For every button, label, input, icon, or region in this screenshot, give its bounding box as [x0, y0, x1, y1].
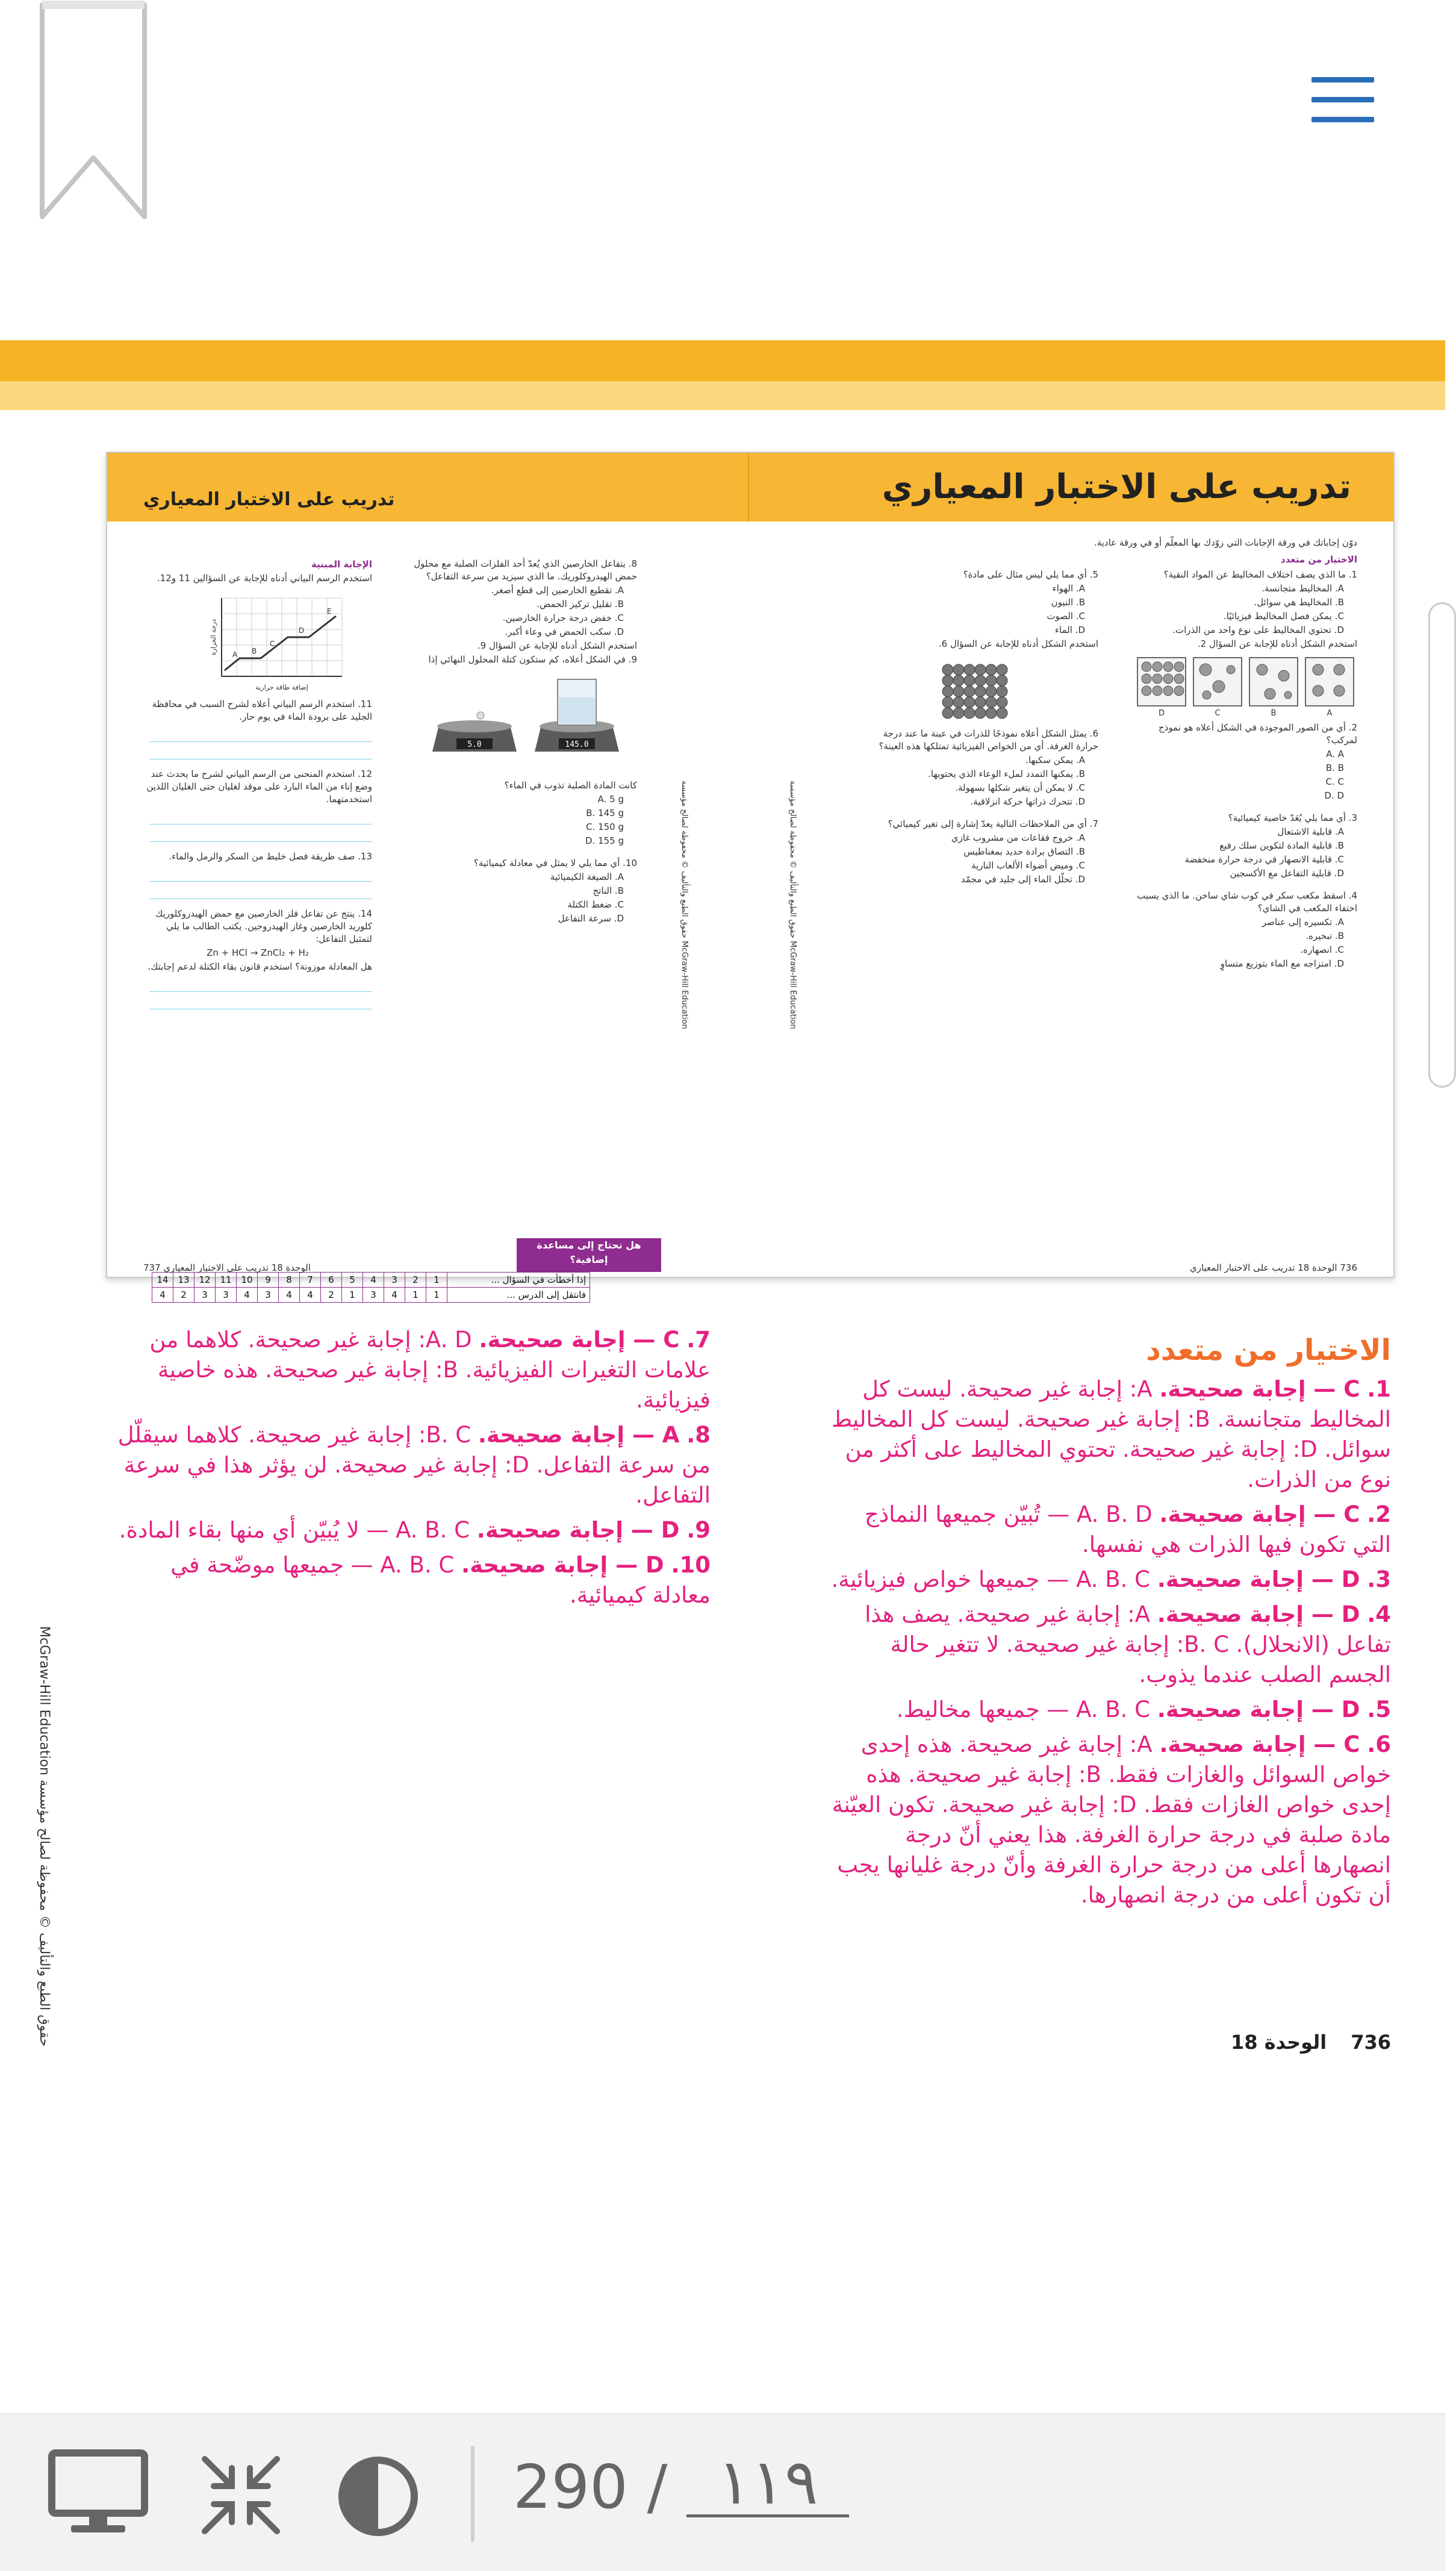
answer-item	[825, 1695, 1391, 1725]
scale-reading: 5.0	[467, 740, 482, 749]
answer-number: 6.	[1367, 1731, 1391, 1757]
option: C. قابلية الانصهار في درجة حرارة منخفضة	[1184, 854, 1344, 865]
answer-number: 7.	[686, 1327, 711, 1353]
option: B. 145 g	[586, 808, 624, 818]
option: C. C	[1325, 776, 1344, 787]
answer-line	[149, 974, 372, 992]
graph-point-label: A	[232, 650, 238, 659]
balance-figure	[420, 667, 637, 776]
answer-item	[825, 1730, 1391, 1910]
question: 9. في الشكل أعلاه، كم ستكون كتلة المحلول النهائي إذا	[428, 654, 637, 665]
option: D. 155 g	[585, 835, 624, 846]
help-cell: 4	[384, 1288, 405, 1303]
answer-explanation: A. B. D — تُبيّن جميعها النماذج التي تكون فيها الذرات هي نفسها.	[864, 1501, 1391, 1557]
presentation-icon[interactable]	[47, 2448, 149, 2538]
option: C. لا يمكن أن يتغير شكلها بسهولة.	[955, 782, 1085, 793]
footer-right: 736 الوحدة 18 تدريب على الاختبار المعياري	[1189, 1262, 1357, 1273]
figure-instruction: استخدم الشكل أدناه للإجابة عن السؤال 2.	[1197, 638, 1357, 649]
option: B. المخاليط هي سوائل.	[1254, 597, 1344, 608]
answer-line	[149, 725, 372, 742]
constructed-response-heading: الإجابة المبنية	[311, 559, 372, 570]
option: B. تبخيره.	[1305, 930, 1344, 941]
option: D. تحلّل الماء إلى جليد في مجمّد	[961, 874, 1085, 885]
option: D. امتزاجه مع الماء بتوزيع متساوٍ	[1220, 958, 1344, 969]
question-column-3	[408, 558, 637, 926]
spread-header	[107, 453, 1393, 522]
answer-correct: D — إجابة صحيحة.	[1157, 1566, 1360, 1592]
question: 1. ما الذي يصف اختلاف المخاليط عن المواد النقية؟	[1163, 569, 1357, 580]
help-cell: 2	[321, 1288, 342, 1303]
answer-item	[108, 1550, 711, 1610]
help-cell: 4	[152, 1288, 173, 1303]
answer-key-left-column	[108, 1325, 711, 1615]
option: C. يمكن فصل المخاليط فيزيائيًا.	[1223, 611, 1344, 622]
answer-item	[825, 1565, 1391, 1595]
particle-label: A	[1327, 709, 1333, 718]
answer-key-heading: الاختيار من متعدد	[1146, 1333, 1391, 1367]
side-drawer-handle[interactable]	[1428, 602, 1456, 1088]
menu-bar	[1311, 97, 1374, 102]
help-cell: 3	[384, 1273, 405, 1288]
answer-line	[149, 882, 372, 899]
mc-heading: الاختيار من متعدد	[1280, 554, 1357, 565]
option: D. سرعة التفاعل	[558, 913, 624, 924]
answer-explanation: A. B. C — لا يُبيّن أي منها بقاء المادة.	[119, 1517, 477, 1543]
help-cell: 5	[342, 1273, 363, 1288]
collapse-icon[interactable]	[199, 2453, 283, 2537]
particle-figure	[1134, 652, 1357, 718]
option: B. يمكنها التمدد لملء الوعاء الذي يحتويها.	[928, 768, 1085, 779]
answer-correct: D — إجابة صحيحة.	[1157, 1697, 1360, 1722]
answer-explanation: A. B. C — جميعها موضّحة في معادلة كيميائية.	[170, 1552, 711, 1608]
help-cell: 9	[258, 1273, 279, 1288]
instruction: دوّن إجاباتك في ورقة الإجابات التي زوّدك بها المعلّم أو في ورقة عادية.	[1094, 537, 1357, 548]
option: A. 5 g	[597, 794, 624, 805]
page-number-input[interactable]	[686, 2449, 849, 2517]
help-cell: 3	[216, 1288, 237, 1303]
page-spread-thumbnail	[106, 452, 1395, 1300]
help-cell: 1	[426, 1288, 447, 1303]
option: B. الناتج	[593, 885, 624, 896]
option: A. الصيغة الكيميائية	[550, 871, 624, 882]
answer-number: 5.	[1367, 1697, 1391, 1722]
option: D. سكب الحمض في وعاء أكبر.	[505, 626, 624, 637]
answer-item	[108, 1325, 711, 1415]
toolbar-separator	[471, 2446, 474, 2542]
answer-number: 8.	[686, 1422, 711, 1448]
option: A. تكسيره إلى عناصر	[1262, 917, 1344, 927]
help-cell: 11	[216, 1273, 237, 1288]
question: 12. استخدم المنحنى من الرسم البياني لشرح ما يحدث عند وضع إناء من الماء البارد على موقد لغليان حتى الغليان اللذين استخدمتهما.	[146, 768, 372, 805]
option: A. تقطيع الخارصين إلى قطع أصغر.	[491, 585, 624, 596]
option: A. خروج فقاعات من مشروب غازي	[951, 832, 1085, 843]
spread-title-right: تدريب على الاختبار المعياري	[882, 467, 1351, 506]
option: B. النيون	[1051, 597, 1085, 608]
answer-line	[149, 992, 372, 1009]
answer-line	[149, 742, 372, 759]
option: C. 150 g	[586, 821, 624, 832]
option: C. انصهاره.	[1300, 944, 1344, 955]
question: 11. استخدم الرسم البياني أعلاه لشرح السبب في محافظة الجليد على برودة الماء في يوم حار.	[152, 699, 372, 722]
option: D. قابلية التفاعل مع الأكسجين	[1230, 868, 1344, 879]
option: B. B	[1325, 762, 1344, 773]
question: 7. أي من الملاحظات التالية يعدّ إشارة إلى تغير كيميائي؟	[888, 818, 1098, 829]
graph-y-label: درجة الحرارة	[210, 619, 217, 656]
answer-correct: D — إجابة صحيحة.	[1157, 1601, 1360, 1627]
answer-number: 10.	[671, 1552, 711, 1578]
heating-curve-graph	[191, 586, 372, 694]
answer-explanation: A. B. C — جميعها مخاليط.	[896, 1697, 1157, 1722]
scale-reading: 145.0	[565, 740, 589, 749]
bottom-toolbar	[0, 2413, 1445, 2571]
help-row-label: إذا أخطأت في السؤال ...	[447, 1273, 590, 1288]
answer-correct: C — إجابة صحيحة.	[1159, 1501, 1360, 1527]
spread-title-left: تدريب على الاختبار المعياري	[143, 489, 395, 510]
graph-instruction: استخدم الرسم البياني أدناه للإجابة عن السؤالين 11 و12.	[157, 573, 372, 584]
answer-number: 1.	[1367, 1376, 1391, 1402]
answer-item	[825, 1600, 1391, 1690]
answer-explanation: A. B. C — جميعها خواص فيزيائية.	[831, 1566, 1157, 1592]
answer-explanation: A: إجابة غير صحيحة. يصف هذا تفاعل (الانحلال). B. C: إجابة غير صحيحة. لا تتغير حالة الجسم الصلب عندما يذوب.	[865, 1601, 1391, 1688]
menu-bar	[1311, 77, 1374, 83]
answer-item	[825, 1500, 1391, 1560]
option: B. قابلية المادة لتكوين سلك رفيع	[1219, 840, 1344, 851]
answer-key-right-column	[825, 1374, 1391, 1915]
page-footer	[1231, 2031, 1391, 2054]
answer-correct: D — إجابة صحيحة.	[461, 1552, 664, 1578]
help-cell: 13	[173, 1273, 194, 1288]
question: 14. ينتج عن تفاعل فلز الخارصين مع حمض الهيدروكلوريك كلوريد الخارصين وغاز الهيدروجين. يكتب الطالب ما يلي لتمثيل التفاعل:	[155, 908, 372, 944]
answer-correct: C — إجابة صحيحة.	[479, 1327, 680, 1353]
atom-lattice-figure	[870, 652, 1098, 724]
answer-number: 4.	[1367, 1601, 1391, 1627]
option: C. الصوت	[1047, 611, 1085, 622]
question: 6. يمثل الشكل أعلاه نموذجًا للذرات في عينة ما عند درجة حرارة الغرفة. أي من الخواص الفيزيائية تمتلكها هذه العينة؟	[879, 728, 1098, 752]
answer-correct: C — إجابة صحيحة.	[1159, 1731, 1360, 1757]
option: B. التصاق برادة حديد بمغناطيس	[963, 846, 1085, 857]
help-cell: 6	[321, 1273, 342, 1288]
answer-item	[108, 1420, 711, 1510]
answer-line	[149, 824, 372, 842]
answer-number: 2.	[1367, 1501, 1391, 1527]
copyright-vertical: حقوق الطبع والتأليف © محفوظة لصالح مؤسسة McGraw-Hill Education	[37, 1626, 52, 2047]
help-cell: 2	[173, 1288, 194, 1303]
option: A. قابلية الاشتعال	[1277, 826, 1344, 837]
graph-point-label: E	[327, 607, 332, 615]
option: C. ضغط الكتلة	[567, 899, 624, 910]
question: 4. اسقط مكعب سكر في كوب شاي ساخن. ما الذي يسبب اختفاء المكعب في الشاي؟	[1137, 890, 1357, 914]
figure-instruction: استخدم الشكل أدناه للإجابة عن السؤال 6.	[938, 638, 1098, 649]
option: D. تحتوي المخاليط على نوع واحد من الذرات.	[1172, 625, 1344, 635]
question-continued: كانت المادة الصلبة تذوب في الماء؟	[504, 780, 637, 791]
option: D. الماء	[1054, 625, 1085, 635]
contrast-icon[interactable]	[337, 2455, 419, 2537]
answer-item	[108, 1515, 711, 1545]
answer-explanation: B. C: إجابة غير صحيحة. كلاهما سيقلّل من سرعة التفاعل. D: إجابة غير صحيحة. لن يؤثر هذا في سرعة التفاعل.	[117, 1422, 711, 1508]
particle-label: D	[1158, 709, 1165, 718]
bookmark-icon[interactable]	[36, 0, 151, 223]
answer-item	[825, 1374, 1391, 1495]
answer-explanation: A: إجابة غير صحيحة. هذه إحدى خواص السوائل والغازات فقط. B: إجابة غير صحيحة. هذه إحدى خواص الغازات فقط. D: إجابة غير صحيحة. تكون العيّنة مادة صلبة في درجة حرارة الغرفة. هذا يعني أنّ درجة انصهارها أعلى من درجة حرارة الغرفة وأنّ درجة غليانها يجب أن تكون أعلى من درجة انصهارها.	[832, 1731, 1391, 1908]
question-column-4	[143, 558, 372, 1009]
page-divider	[748, 453, 749, 522]
help-row-questions	[152, 1273, 590, 1288]
graph-point-label: D	[299, 626, 305, 635]
help-cell: 3	[194, 1288, 216, 1303]
help-cell: 7	[300, 1273, 321, 1288]
publisher-vertical-left: حقوق الطبع والتأليف © محفوظة لصالح مؤسسة McGraw-Hill Education	[680, 781, 689, 1029]
menu-button[interactable]	[1311, 77, 1374, 123]
answer-correct: A — إجابة صحيحة.	[478, 1422, 680, 1448]
help-table	[152, 1272, 590, 1303]
answer-correct: C — إجابة صحيحة.	[1159, 1376, 1360, 1402]
help-cell: 4	[279, 1288, 300, 1303]
help-cell: 10	[237, 1273, 258, 1288]
option: A. الهواء	[1052, 583, 1085, 594]
question-column-2	[870, 569, 1098, 887]
question: 2. أي من الصور الموجودة في الشكل أعلاه هو نموذج لمركب؟	[1158, 722, 1357, 746]
help-cell: 12	[194, 1273, 216, 1288]
option: C. خفض درجة حرارة الخارصين.	[502, 612, 624, 623]
particle-label: C	[1215, 709, 1221, 718]
option: D. تتحرك ذراتها حركة انزلاقية.	[970, 796, 1085, 807]
help-box-title: هل تحتاج إلى مساعدة إضافية؟	[517, 1238, 661, 1272]
help-cell: 8	[279, 1273, 300, 1288]
question-continued: هل المعادلة موزونة؟ استخدم قانون بقاء الكتلة لدعم إجابتك.	[148, 961, 372, 972]
footer-left: الوحدة 18 تدريب على الاختبار المعياري 737	[143, 1262, 311, 1273]
graph-point-label: B	[252, 647, 257, 655]
help-cell: 3	[363, 1288, 384, 1303]
help-row-label: فانتقل إلى الدرس ...	[447, 1288, 590, 1303]
unit-label: الوحدة 18	[1231, 2031, 1327, 2054]
menu-bar	[1311, 117, 1374, 122]
help-cell: 1	[342, 1288, 363, 1303]
help-cell: 3	[258, 1288, 279, 1303]
help-cell: 14	[152, 1273, 173, 1288]
help-row-lessons	[152, 1288, 590, 1303]
answer-correct: D — إجابة صحيحة.	[476, 1517, 680, 1543]
page-number: 736	[1351, 2031, 1391, 2054]
help-cell: 4	[237, 1288, 258, 1303]
particle-label: B	[1271, 709, 1277, 718]
question: 5. أي مما يلي ليس مثال على مادة؟	[963, 569, 1098, 580]
option: A. A	[1326, 749, 1344, 759]
help-cell: 1	[405, 1288, 426, 1303]
help-cell: 4	[300, 1288, 321, 1303]
help-cell: 1	[426, 1273, 447, 1288]
graph-point-label: C	[270, 640, 275, 648]
header-band-light	[0, 381, 1445, 410]
equation: Zn + HCl → ZnCl₂ + H₂	[207, 947, 309, 958]
option: A. المخاليط متجانسة.	[1262, 583, 1344, 594]
question: 10. أي مما يلي لا يمثل في معادلة كيميائية؟	[473, 858, 637, 868]
answer-line	[149, 807, 372, 824]
left-page	[107, 522, 748, 1300]
question: 13. صف طريقة فصل خليط من السكر والرمل والماء.	[169, 851, 372, 862]
answer-explanation: A. D: إجابة غير صحيحة. كلاهما من علامات التغيرات الفيزيائية. B: إجابة غير صحيحة. هذه خاصية فيزيائية.	[149, 1327, 711, 1413]
option: A. يمكن سكبها.	[1025, 755, 1085, 765]
question-column-1	[1128, 569, 1357, 971]
question: 8. يتفاعل الخارصين الذي يُعدّ أحد الفلزات الصلبة مع محلول حمض الهيدروكلوريك. ما الذي سيزيد من سرعة التفاعل؟	[414, 558, 637, 582]
publisher-vertical-right: حقوق الطبع والتأليف © محفوظة لصالح مؤسسة McGraw-Hill Education	[788, 781, 797, 1029]
help-cell: 2	[405, 1273, 426, 1288]
graph-x-label: إضافة طاقة حرارية	[255, 684, 308, 691]
right-page	[749, 522, 1393, 1277]
answer-number: 9.	[686, 1517, 711, 1543]
answer-number: 3.	[1367, 1566, 1391, 1592]
answer-line	[149, 864, 372, 882]
option: C. وميض أضواء الألعاب النارية	[971, 860, 1085, 871]
answer-explanation: A: إجابة غير صحيحة. ليست كل المخاليط متجانسة. B: إجابة غير صحيحة. ليست كل المخاليط سوائل. D: إجابة غير صحيحة. تحتوي المخاليط على أكثر من نوع من الذرات.	[831, 1376, 1391, 1492]
help-cell: 4	[363, 1273, 384, 1288]
figure-instruction: استخدم الشكل أدناه للإجابة عن السؤال 9.	[477, 640, 637, 651]
header-band	[0, 340, 1445, 381]
total-pages: 290 /	[513, 2452, 668, 2522]
question: 3. أي مما يلي يُعَدّ خاصية كيميائية؟	[1228, 812, 1357, 823]
option: B. تقليل تركيز الحمض.	[537, 599, 624, 609]
option: D. D	[1324, 790, 1344, 801]
